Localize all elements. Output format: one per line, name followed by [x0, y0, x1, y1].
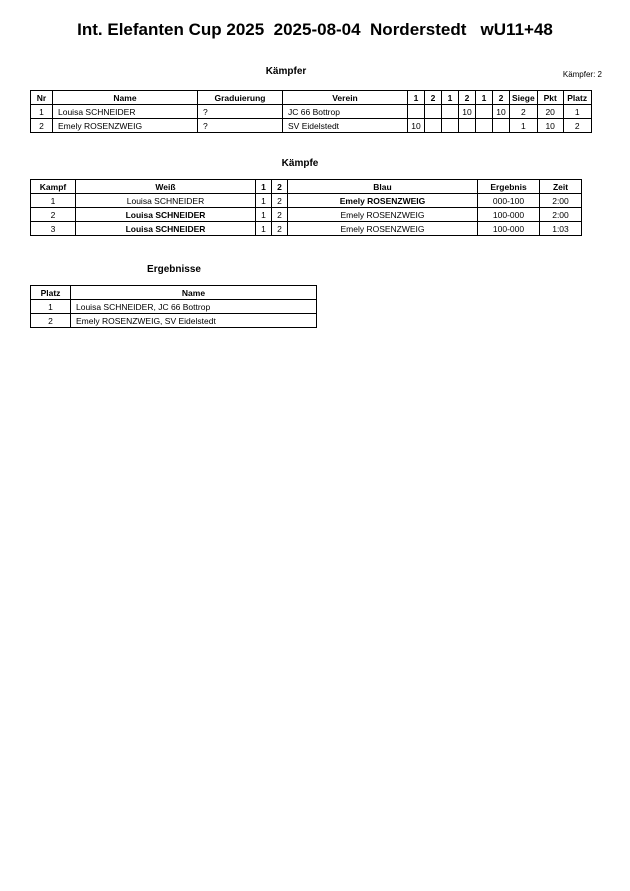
col-verein: Verein [283, 91, 408, 105]
cell-graduierung: ? [198, 119, 283, 133]
cell-platz: 2 [31, 314, 71, 328]
cell-pkt: 20 [537, 105, 563, 119]
cell-name: Louisa SCHNEIDER, JC 66 Bottrop [71, 300, 317, 314]
col-nr: Nr [31, 91, 53, 105]
table-header-row [31, 286, 317, 300]
cell-score [476, 105, 493, 119]
cell-weiss: Louisa SCHNEIDER [76, 194, 256, 208]
cell-kampf: 2 [31, 208, 76, 222]
col-blau: Blau [288, 180, 478, 194]
cell-nr: 1 [31, 105, 53, 119]
cell-zeit: 2:00 [540, 194, 582, 208]
cell-score-1: 1 [256, 208, 272, 222]
cell-score: 10 [408, 119, 425, 133]
cell-ergebnis: 100-000 [478, 222, 540, 236]
cell-graduierung: ? [198, 105, 283, 119]
cell-name: Emely ROSENZWEIG [53, 119, 198, 133]
cell-blau: Emely ROSENZWEIG [288, 208, 478, 222]
cell-kampf: 3 [31, 222, 76, 236]
kaempfe-table [30, 179, 582, 236]
col-score-1: 1 [256, 180, 272, 194]
kaempfer-section-heading: Kämpfer [265, 66, 307, 77]
cell-score [459, 119, 476, 133]
table-row [31, 105, 592, 119]
cell-weiss: Louisa SCHNEIDER [76, 222, 256, 236]
col-platz: Platz [563, 91, 591, 105]
cell-score: 10 [459, 105, 476, 119]
cell-siege: 2 [510, 105, 538, 119]
kaempfer-table [30, 90, 592, 133]
table-row [31, 300, 317, 314]
cell-score [442, 105, 459, 119]
cell-verein: JC 66 Bottrop [283, 105, 408, 119]
cell-kampf: 1 [31, 194, 76, 208]
cell-weiss: Louisa SCHNEIDER [76, 208, 256, 222]
cell-name: Emely ROSENZWEIG, SV Eidelstedt [71, 314, 317, 328]
cell-score-2: 2 [272, 208, 288, 222]
cell-score [493, 119, 510, 133]
col-score-2b: 2 [459, 91, 476, 105]
table-row [31, 314, 317, 328]
cell-score [408, 105, 425, 119]
cell-score: 10 [493, 105, 510, 119]
col-name: Name [53, 91, 198, 105]
col-score-1a: 1 [408, 91, 425, 105]
cell-platz: 1 [563, 105, 591, 119]
kaempfe-section-heading: Kämpfe [281, 158, 319, 169]
ergebnisse-table [30, 285, 317, 328]
table-row [31, 208, 582, 222]
col-zeit: Zeit [540, 180, 582, 194]
cell-zeit: 1:03 [540, 222, 582, 236]
col-weiss: Weiß [76, 180, 256, 194]
page-title: Int. Elefanten Cup 2025 2025-08-04 Norderstedt wU11+48 [77, 20, 553, 39]
cell-name: Louisa SCHNEIDER [53, 105, 198, 119]
cell-score-1: 1 [256, 222, 272, 236]
cell-nr: 2 [31, 119, 53, 133]
table-row [31, 119, 592, 133]
col-score-1b: 1 [442, 91, 459, 105]
col-score-2: 2 [272, 180, 288, 194]
cell-blau: Emely ROSENZWEIG [288, 222, 478, 236]
table-row [31, 222, 582, 236]
col-name: Name [71, 286, 317, 300]
cell-score-2: 2 [272, 194, 288, 208]
cell-verein: SV Eidelstedt [283, 119, 408, 133]
col-score-2a: 2 [425, 91, 442, 105]
col-siege: Siege [510, 91, 538, 105]
cell-siege: 1 [510, 119, 538, 133]
kaempfer-count-label: Kämpfer: 2 [562, 70, 602, 79]
col-score-1c: 1 [476, 91, 493, 105]
cell-pkt: 10 [537, 119, 563, 133]
col-pkt: Pkt [537, 91, 563, 105]
table-header-row [31, 180, 582, 194]
cell-score-2: 2 [272, 222, 288, 236]
cell-ergebnis: 100-000 [478, 208, 540, 222]
cell-platz: 2 [563, 119, 591, 133]
col-graduierung: Graduierung [198, 91, 283, 105]
cell-score-1: 1 [256, 194, 272, 208]
cell-score [425, 105, 442, 119]
col-ergebnis: Ergebnis [478, 180, 540, 194]
cell-blau: Emely ROSENZWEIG [288, 194, 478, 208]
col-platz: Platz [31, 286, 71, 300]
cell-score [425, 119, 442, 133]
cell-zeit: 2:00 [540, 208, 582, 222]
col-score-2c: 2 [493, 91, 510, 105]
table-row [31, 194, 582, 208]
cell-platz: 1 [31, 300, 71, 314]
cell-ergebnis: 000-100 [478, 194, 540, 208]
cell-score [476, 119, 493, 133]
cell-score [442, 119, 459, 133]
table-header-row [31, 91, 592, 105]
col-kampf: Kampf [31, 180, 76, 194]
ergebnisse-section-heading: Ergebnisse [147, 264, 201, 275]
